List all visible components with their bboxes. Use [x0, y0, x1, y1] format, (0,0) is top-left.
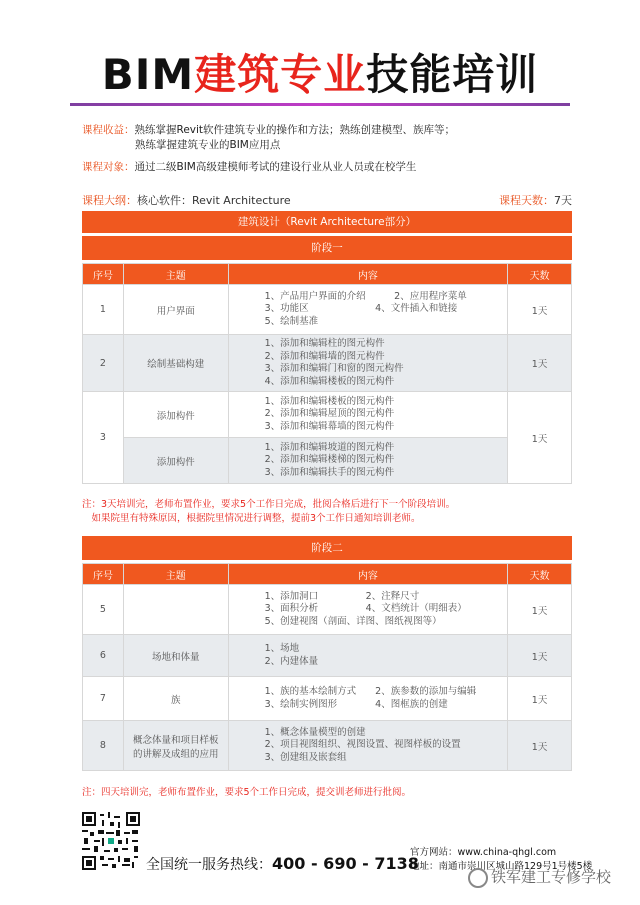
course-target: [82, 160, 416, 175]
row-no: 8: [83, 721, 124, 771]
content-line: 1、概念体量模型的创建: [264, 726, 366, 738]
address: 地址：南通市崇川区城山路129号1号楼5楼: [410, 861, 593, 872]
col-header-topic: 主题: [123, 564, 228, 585]
topic-line-2: 的讲解及成组的应用: [133, 748, 219, 760]
hotline-label: 全国统一服务热线：: [146, 857, 272, 873]
col-header-days: 天数: [508, 264, 572, 285]
content-line: 1、添加和编辑楼板的图元构件: [264, 395, 395, 407]
col-header-content: 内容: [228, 564, 507, 585]
content-line: 1、添加和编辑坡道的图元构件: [264, 441, 395, 453]
content-line: 3、添加和编辑扶手的图元构件: [264, 466, 395, 478]
table-row: [83, 285, 572, 335]
row-content: [228, 438, 508, 484]
table-row: [83, 721, 572, 771]
target-text: 通过二级BIM高级建模师考试的建设行业从业人员或在校学生: [134, 161, 417, 173]
row-content: [228, 677, 507, 721]
content-line: 3、绘制实例图形 4、图框族的创建: [264, 698, 448, 710]
row-days: 1天: [508, 677, 572, 721]
col-header-days: 天数: [508, 564, 572, 585]
title-highlight: 建筑专业: [194, 50, 367, 99]
row-days: 1天: [508, 585, 572, 635]
service-hotline: [146, 854, 419, 874]
row-topic: 用户界面: [123, 285, 228, 335]
content-line: 1、族的基本绘制方式 2、族参数的添加与编辑: [264, 686, 477, 697]
outline-label: 课程大纲：: [82, 194, 137, 207]
row-topic: 场地和体量: [123, 635, 228, 677]
row-topic: 添加构件: [123, 392, 228, 438]
row-content: [228, 335, 508, 392]
content-line: 4、添加和编辑楼板的图元构件: [264, 375, 395, 387]
content-line: 2、项目视图组织、视图设置、视图样板的设置: [264, 739, 461, 751]
section-title: 建筑设计（Revit Architecture部分）: [82, 211, 572, 233]
row-no: 5: [83, 585, 124, 635]
topic-line-1: 概念体量和项目样板: [133, 734, 219, 746]
row-content: [228, 585, 507, 635]
row-no: 1: [83, 285, 124, 335]
row-topic: [123, 721, 228, 771]
target-label: 课程对象：: [82, 161, 135, 173]
table-row: [83, 335, 572, 392]
website[interactable]: 官方网站：www.china-qhgl.com: [410, 847, 557, 858]
row-no: 3: [83, 392, 124, 484]
title-bim: BIM: [101, 50, 195, 99]
content-line: 3、创建组及嵌套组: [264, 751, 347, 763]
content-line: 1、添加洞口 2、注释尺寸: [264, 590, 420, 602]
row-topic: 族: [123, 677, 228, 721]
col-header-topic: 主题: [123, 264, 228, 285]
days-label: 课程天数：: [499, 194, 554, 207]
watermark-text: 铁军建工专修学校: [491, 868, 612, 886]
col-header-content: 内容: [228, 264, 508, 285]
row-no: 2: [83, 335, 124, 392]
row-days: 1天: [508, 721, 572, 771]
course-gain: [82, 123, 455, 153]
stage1-title: 阶段一: [82, 236, 572, 260]
title-underline: [70, 103, 570, 106]
stage2-table: [82, 563, 572, 771]
content-line: 3、面积分析 4、文档统计（明细表）: [264, 603, 467, 615]
gain-label: 课程收益：: [82, 124, 135, 136]
row-topic: [123, 585, 228, 635]
watermark: [468, 866, 611, 888]
stage2-title: 阶段二: [82, 536, 572, 560]
content-line: 5、创建视图（剖面、详图、图纸视图等）: [264, 615, 442, 627]
table-row: [83, 438, 572, 484]
gain-line-2: 熟练掌握建筑专业的BIM应用点: [135, 139, 281, 151]
table-row: [83, 392, 572, 438]
col-header-no: 序号: [83, 564, 124, 585]
content-line: 2、内建体量: [264, 655, 319, 667]
row-content: [228, 721, 507, 771]
page-title: [0, 42, 640, 102]
outline-bar: [82, 192, 572, 208]
qr-code-icon: [82, 812, 140, 870]
content-line: 3、添加和编辑门和窗的图元构件: [264, 363, 404, 374]
title-rest: 技能培训: [366, 50, 539, 99]
days-value: 7天: [554, 194, 572, 207]
note-line-1: 注：3天培训完，老师布置作业，要求5个工作日完成，批阅合格后进行下一个阶段培训。: [82, 499, 456, 510]
content-line: 5、绘制基准: [264, 315, 319, 327]
gain-line-1: 熟练掌握Revit软件建筑专业的操作和方法；熟练创建模型、族库等；: [134, 124, 456, 136]
table-row: [83, 585, 572, 635]
row-topic: 添加构件: [123, 438, 228, 484]
row-no: 6: [83, 635, 124, 677]
row-days: 1天: [508, 635, 572, 677]
table-row: [83, 635, 572, 677]
row-days: 1天: [508, 285, 572, 335]
row-days: 1天: [508, 392, 572, 484]
content-line: 1、添加和编辑柱的图元构件: [264, 338, 385, 349]
content-line: 2、添加和编辑墙的图元构件: [264, 350, 385, 362]
content-line: 3、功能区 4、文件插入和链接: [264, 303, 458, 315]
row-content: [228, 392, 508, 438]
content-line: 1、产品用户界面的介绍 2、应用程序菜单: [264, 290, 467, 302]
row-content: [228, 285, 508, 335]
content-line: 1、场地: [264, 643, 300, 654]
content-line: 2、添加和编辑屋顶的图元构件: [264, 408, 395, 420]
stage1-note: [82, 498, 455, 526]
core-software: 核心软件：Revit Architecture: [137, 194, 291, 207]
table-row: [83, 677, 572, 721]
row-content: [228, 635, 507, 677]
stage1-table: [82, 263, 572, 484]
row-days: 1天: [508, 335, 572, 392]
row-no: 7: [83, 677, 124, 721]
stage2-note: 注：四天培训完，老师布置作业，要求5个工作日完成，提交训老师进行批阅。: [82, 787, 412, 798]
row-topic: 绘制基础构建: [123, 335, 228, 392]
note-line-2: 如果院里有特殊原因，根据院里情况进行调整，提前3个工作日通知培训老师。: [82, 513, 421, 524]
hotline-number[interactable]: 400 - 690 - 7138: [272, 854, 419, 873]
content-line: 2、添加和编辑楼梯的图元构件: [264, 454, 395, 466]
col-header-no: 序号: [83, 264, 124, 285]
content-line: 3、添加和编辑幕墙的图元构件: [264, 420, 395, 432]
wechat-icon: [468, 868, 488, 888]
